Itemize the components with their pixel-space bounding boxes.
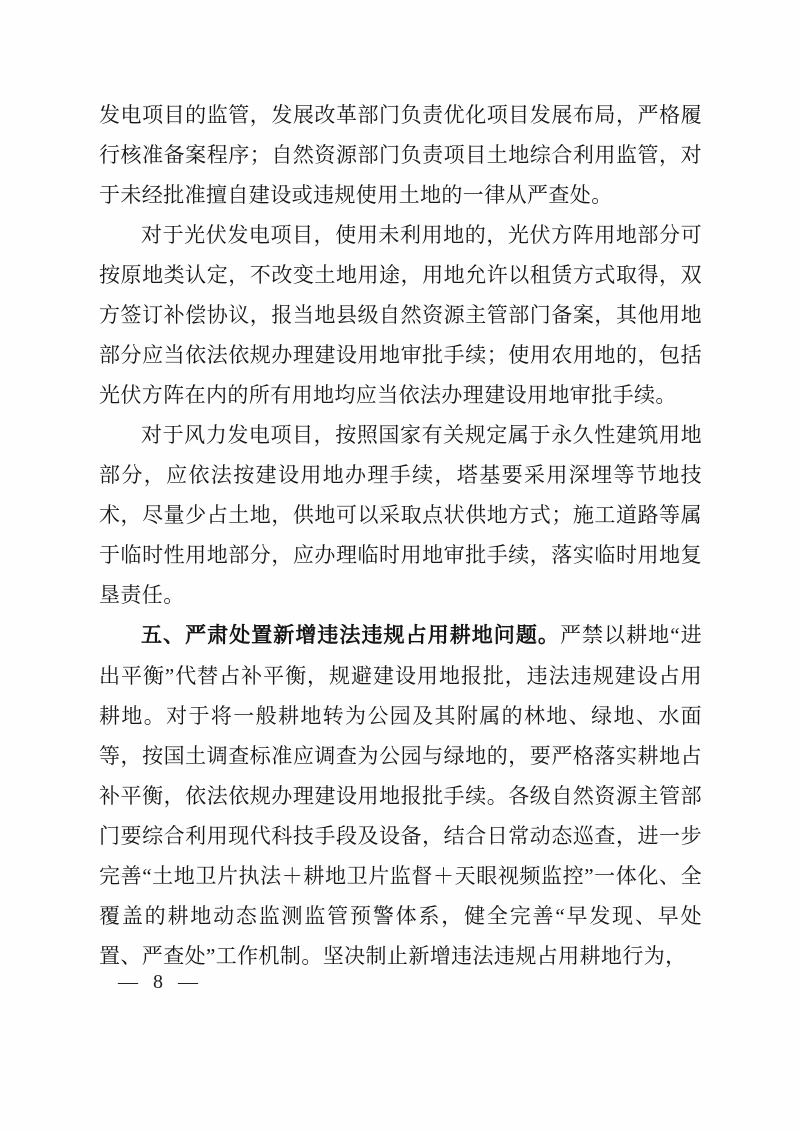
paragraph-section-5 bbox=[99, 615, 702, 976]
paragraph-wind-power-projects: 对于风力发电项目，按照国家有关规定属于永久性建筑用地部分，应依法按建设用地办理手续，塔基要采用深埋等节地技术，尽量少占土地，供地可以采取点状供地方式；施工道路等属于临时性用地部分，应办理临时用地审批手续，落实临时用地复垦责任。 bbox=[99, 423, 702, 607]
document-body bbox=[99, 95, 702, 976]
page-number: — 8 — bbox=[118, 971, 203, 993]
section-5-heading: 五、严肃处置新增违法违规占用耕地问题。 bbox=[141, 624, 560, 647]
section-5-body-text: 严禁以耕地“进出平衡”代替占补平衡，规避建设用地报批，违法违规建设占用耕地。对于将一般耕地转为公园及其附属的林地、绿地、水面等，按国土调查标准应调查为公园与绿地的，要严格落实耕地占补平衡，依法依规办理建设用地报批手续。各级自然资源主管部门要综合利用现代科技手段及设备，结合日常动态巡查，进一步完善“土地卫片执法＋耕地卫片监督＋天眼视频监控”一体化、全覆盖的耕地动态监测监管预警体系，健全完善“早发现、早处置、严查处”工作机制。坚决制止新增违法违规占用耕地行为， bbox=[99, 623, 702, 968]
paragraph-photovoltaic-projects: 对于光伏发电项目，使用未利用地的，光伏方阵用地部分可按原地类认定，不改变土地用途，用地允许以租赁方式取得，双方签订补偿协议，报当地县级自然资源主管部门备案，其他用地部分应当依法依规办理建设用地审批手续；使用农用地的，包括光伏方阵在内的所有用地均应当依法办理建设用地审批手续。 bbox=[99, 223, 702, 407]
paragraph-project-supervision: 发电项目的监管，发展改革部门负责优化项目发展布局，严格履行核准备案程序；自然资源部门负责项目土地综合利用监管，对于未经批准擅自建设或违规使用土地的一律从严查处。 bbox=[99, 103, 702, 207]
